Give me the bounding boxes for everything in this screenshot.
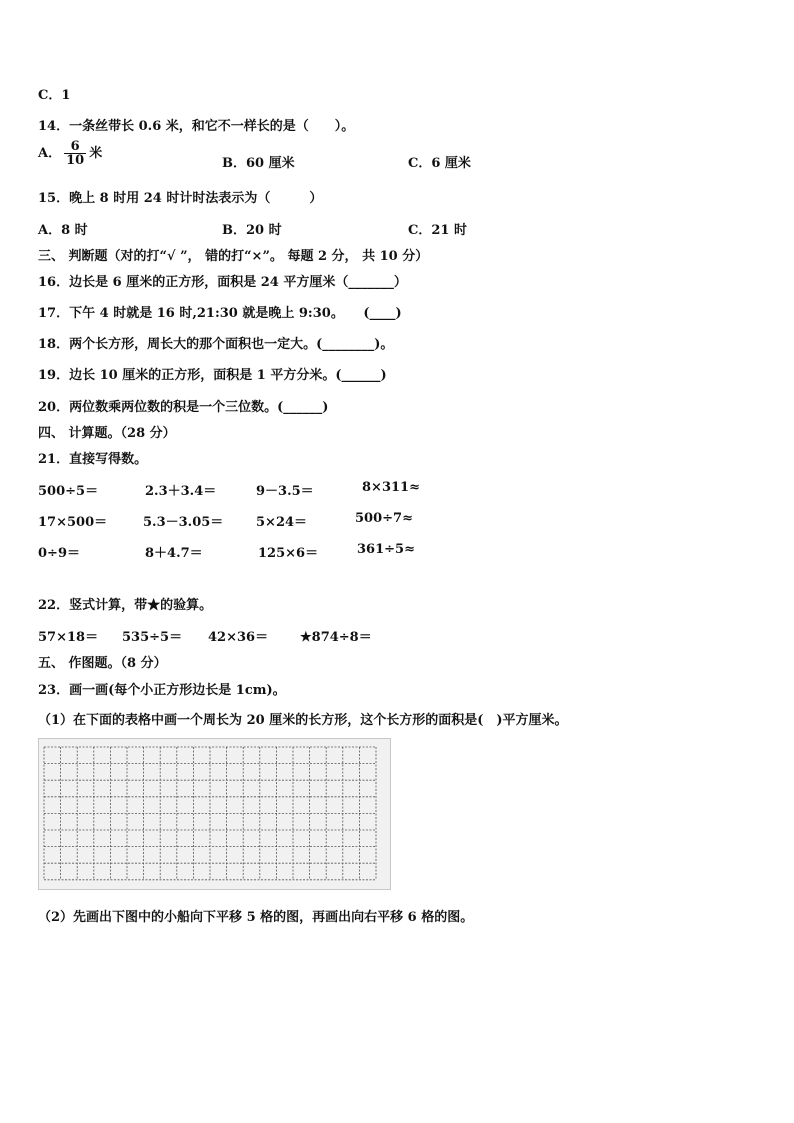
q15-option-a[interactable]: A．8 时 <box>38 223 88 238</box>
q15-option-b[interactable]: B．20 时 <box>222 223 282 238</box>
q14-option-c[interactable]: C．6 厘米 <box>408 156 471 171</box>
q14-option-a-label: A． <box>38 146 62 161</box>
vertical-calc-item: 535÷5＝ <box>122 630 183 645</box>
section-3-heading: 三、 判断题（对的打“√ ”， 错的打“×”。 每题 2 分， 共 10 分） <box>38 249 429 264</box>
vertical-calc-item: 57×18＝ <box>38 630 99 645</box>
calc-item: 500÷7≈ <box>355 511 413 526</box>
calc-item: 125×6＝ <box>258 546 319 561</box>
question-23-part-1: （1）在下面的表格中画一个周长为 20 厘米的长方形，这个长方形的面积是( )平方厘米。 <box>38 713 568 728</box>
q14-option-a-unit: 米 <box>89 146 103 161</box>
question-18: 18．两个长方形，周长大的那个面积也一定大。(________)。 <box>38 337 394 352</box>
vertical-calc-item: 42×36＝ <box>208 630 269 645</box>
question-15: 15．晚上 8 时用 24 时计时法表示为（ ） <box>38 191 323 206</box>
question-16: 16．边长是 6 厘米的正方形，面积是 24 平方厘米（_______） <box>38 275 407 290</box>
calc-item: 5×24＝ <box>256 515 308 530</box>
calc-item: 500÷5＝ <box>38 484 99 499</box>
calc-item: 2.3＋3.4＝ <box>145 484 217 499</box>
calc-item: 8＋4.7＝ <box>145 546 203 561</box>
calc-item: 0÷9＝ <box>38 546 80 561</box>
section-5-heading: 五、 作图题。（8 分） <box>38 656 167 671</box>
question-23: 23．画一画(每个小正方形边长是 1cm)。 <box>38 683 286 698</box>
q14-option-b[interactable]: B．60 厘米 <box>222 156 295 171</box>
vertical-calc-item: ★874÷8＝ <box>300 630 372 645</box>
question-22: 22．竖式计算，带★的验算。 <box>38 598 213 613</box>
question-19: 19．边长 10 厘米的正方形，面积是 1 平方分米。(______) <box>38 368 387 383</box>
question-23-part-2: （2）先画出下图中的小船向下平移 5 格的图，再画出向右平移 6 格的图。 <box>38 910 474 925</box>
calc-item: 5.3－3.05＝ <box>143 515 224 530</box>
grid-lines <box>39 739 392 891</box>
drawing-grid[interactable] <box>38 738 391 890</box>
question-20: 20．两位数乘两位数的积是一个三位数。(______) <box>38 400 329 415</box>
q15-option-c[interactable]: C．21 时 <box>408 223 467 238</box>
calc-item: 8×311≈ <box>362 480 420 495</box>
fraction-denominator: 10 <box>66 153 85 168</box>
calc-item: 17×500＝ <box>38 515 108 530</box>
fraction <box>64 140 86 167</box>
calc-item: 361÷5≈ <box>357 542 415 557</box>
option-c-line: C．1 <box>38 88 71 103</box>
question-14: 14．一条丝带长 0.6 米，和它不一样长的是（ ）。 <box>38 119 355 134</box>
question-17: 17．下午 4 时就是 16 时,21:30 就是晚上 9:30。 (____) <box>38 306 402 321</box>
question-21: 21．直接写得数。 <box>38 452 148 467</box>
section-4-heading: 四、 计算题。（28 分） <box>38 426 176 441</box>
calc-item: 9－3.5＝ <box>256 484 314 499</box>
q14-option-a[interactable] <box>38 140 102 167</box>
fraction-numerator: 6 <box>64 140 86 154</box>
